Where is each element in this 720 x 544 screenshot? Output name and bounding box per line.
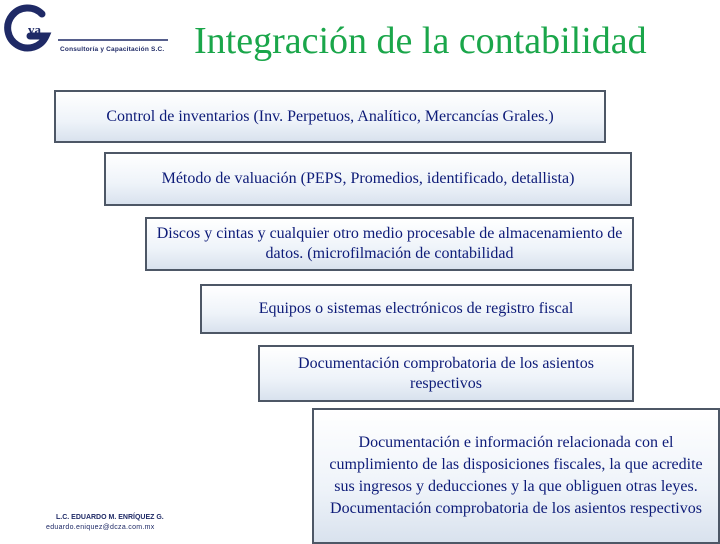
company-logo <box>2 4 168 60</box>
svg-text:va: va <box>28 22 41 37</box>
step-box-text: Discos y cintas y cualquier otro medio procesable de almacenamiento de datos. (microfilmación de contabilidad <box>156 225 623 262</box>
step-box-supporting-docs <box>258 345 634 402</box>
author-name: L.C. EDUARDO M. ENRÍQUEZ G. <box>56 514 164 521</box>
step-box-text: Equipos o sistemas electrónicos de registro fiscal <box>258 300 574 317</box>
step-box-valuation-method <box>104 152 632 206</box>
step-box-inventory-control <box>54 90 606 143</box>
author-email: eduardo.eniquez@dcza.com.mx <box>46 524 155 531</box>
page-title: Integración de la contabilidad <box>194 20 647 62</box>
step-box-storage-media <box>145 217 634 271</box>
step-box-text: Documentación comprobatoria de los asientos respectivos <box>298 354 594 392</box>
step-box-text: Método de valuación (PEPS, Promedios, identificado, detallista) <box>161 170 575 187</box>
step-box-text: Documentación e información relacionada con el cumplimiento de las disposiciones fiscales, la que acredite sus ingresos y deducciones y la que obliguen otras leyes. Documentación comprobatoria de los asientos respectivos <box>329 434 703 517</box>
step-box-text: Control de inventarios (Inv. Perpetuos, Analítico, Mercancías Grales.) <box>106 107 554 125</box>
step-box-fiscal-register <box>200 284 632 334</box>
step-box-fiscal-compliance-docs <box>312 408 720 544</box>
logo-tagline: Consultoría y Capacitación S.C. <box>60 46 165 53</box>
